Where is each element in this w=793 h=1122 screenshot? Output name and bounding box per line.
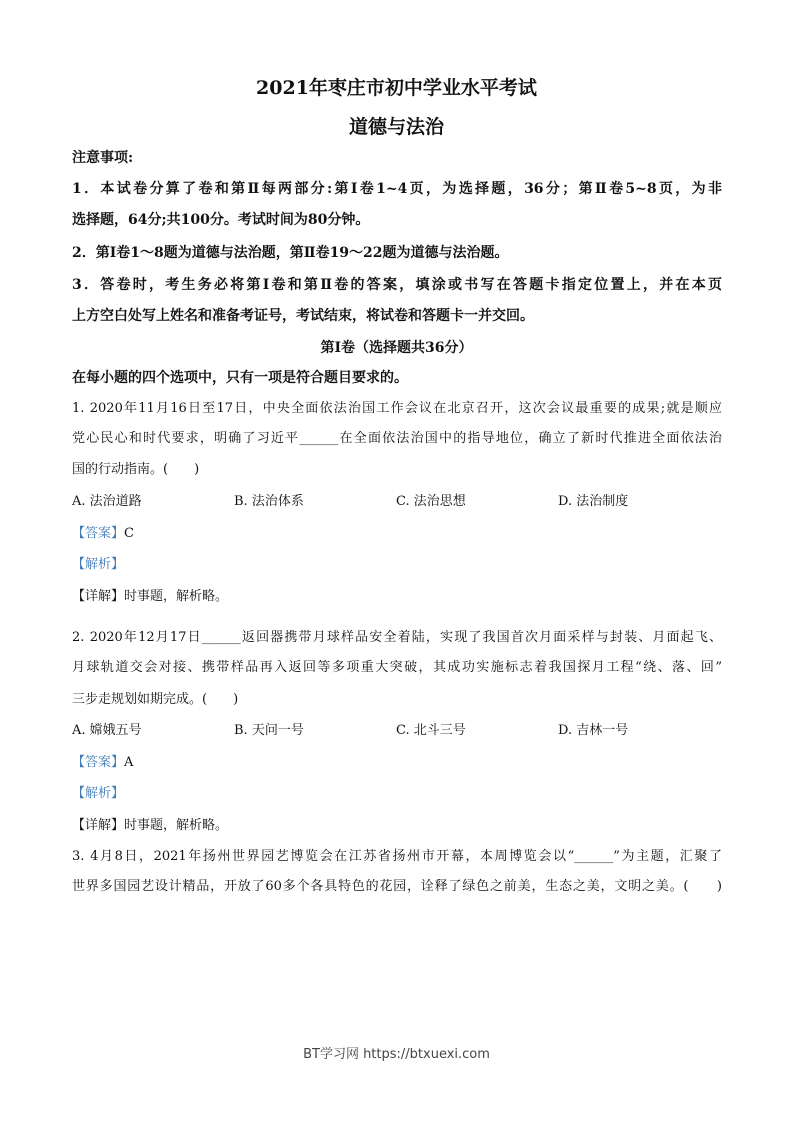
- detail-text: 时事题，解析略。: [124, 589, 229, 604]
- option-d: D. 吉林一号: [558, 723, 629, 738]
- question-2-text: 月球轨道交会对接、携带样品再入返回等多项重大突破，其成功实施标志着我国探月工程“绕、落、回”: [72, 660, 722, 675]
- detail-line: [72, 588, 228, 606]
- question-2-text: 三步走规划如期完成。( ): [72, 692, 239, 707]
- option-a: A. 嫦娥五号: [72, 723, 142, 738]
- detail-label: 【详解】: [72, 818, 125, 833]
- analysis-label: 【解析】: [72, 557, 125, 572]
- detail-text: 时事题，解析略。: [124, 818, 229, 833]
- answer-label: 【答案】: [72, 526, 125, 541]
- question-1-text: 党心民心和时代要求，明确了习近平______在全面依法治国中的指导地位，确立了新时代推进全面依法治: [72, 431, 722, 446]
- subject-title: 道德与法治: [348, 116, 444, 138]
- detail-line: [72, 817, 228, 835]
- option-c: C. 北斗三号: [396, 723, 466, 738]
- analysis-label: 【解析】: [72, 786, 125, 801]
- option-c: C. 法治思想: [396, 494, 466, 509]
- notes-line: 3．答卷时，考生务必将第Ⅰ卷和第Ⅱ卷的答案，填涂或书写在答题卡指定位置上，并在本页: [72, 277, 722, 293]
- question-2-text: 2. 2020年12月17日______返回器携带月球样品安全着陆，实现了我国首次月面采样与封装、月面起飞、: [72, 630, 722, 645]
- option-b: B. 法治体系: [234, 494, 304, 509]
- exam-title: 2021年枣庄市初中学业水平考试: [256, 77, 537, 99]
- answer-value: C: [124, 526, 134, 541]
- section-title: 第I卷（选择题共36分）: [320, 340, 473, 356]
- answer-value: A: [124, 755, 134, 770]
- question-3-text: 世界多国园艺设计精品，开放了60多个各具特色的花园，诠释了绿色之前美，生态之美，文明之美。( ): [72, 879, 722, 894]
- answer-line: [72, 754, 133, 772]
- option-d: D. 法治制度: [558, 494, 629, 509]
- option-b: B. 天问一号: [234, 723, 304, 738]
- option-a: A. 法治道路: [72, 494, 142, 509]
- question-3-text: 3. 4月8日，2021年扬州世界园艺博览会在江苏省扬州市开幕，本周博览会以“______”为主题，汇聚了: [72, 849, 722, 864]
- section-instruction: 在每小题的四个选项中，只有一项是符合题目要求的。: [72, 370, 408, 386]
- notes-line: 上方空白处写上姓名和准备考证号，考试结束，将试卷和答题卡一并交回。: [72, 308, 534, 324]
- notes-line: 2．第I卷1～8题为道德与法治题，第Ⅱ卷19～22题为道德与法治题。: [72, 245, 509, 261]
- notes-line: 1．本试卷分算了卷和第Ⅱ每两部分:第Ⅰ卷1~4页，为选择题，36分；第Ⅱ卷5~8页，为非: [72, 181, 722, 197]
- question-1-text: 1. 2020年11月16日至17日，中央全面依法治国工作会议在北京召开，这次会议最重要的成果;就是顺应: [72, 401, 722, 416]
- footer-watermark: BT学习网 https://btxuexi.com: [303, 1047, 490, 1062]
- detail-label: 【详解】: [72, 589, 125, 604]
- notes-heading: 注意事项:: [72, 150, 134, 166]
- notes-line: 选择题，64分;共100分。考试时间为80分钟。: [72, 212, 370, 228]
- answer-line: [72, 525, 134, 543]
- answer-label: 【答案】: [72, 755, 125, 770]
- question-1-text: 国的行动指南。( ): [72, 462, 200, 477]
